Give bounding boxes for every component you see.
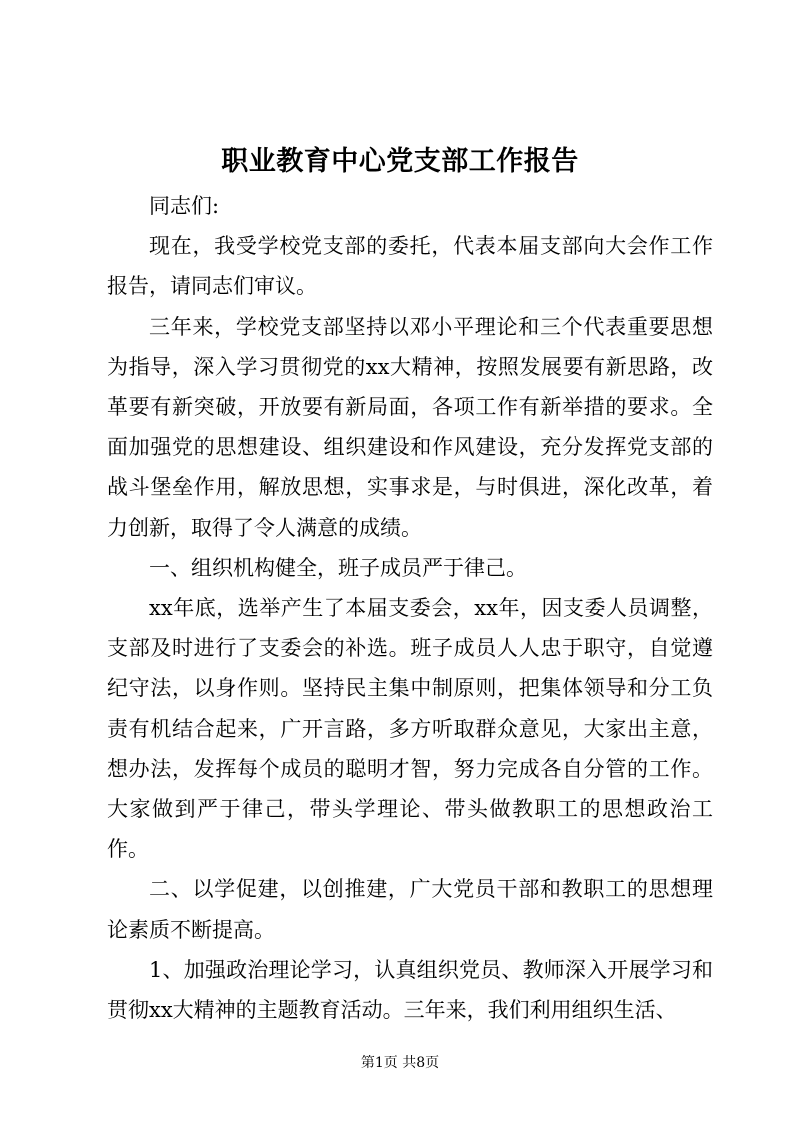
page-number-footer: 第1页 共8页 — [360, 1055, 440, 1071]
section-1-paragraph: xx年底，选举产生了本届支委会，xx年，因支委人员调整，支部及时进行了支委会的补选。班子成员人人忠于职守，自觉遵纪守法，以身作则。坚持民主集中制原则，把集体领导和分工负责有机结合起来，广开言路，多方听取群众意见，大家出主意，想办法，发挥每个成员的聪明才智，努力完成各自分管的工作。大家做到严于律己，带头学理论、带头做教职工的思想政治工作。 — [107, 596, 713, 862]
document-body — [107, 186, 713, 1030]
summary-paragraph: 三年来，学校党支部坚持以邓小平理论和三个代表重要思想为指导，深入学习贯彻党的xx大精神，按照发展要有新思路，改革要有新突破，开放要有新局面，各项工作有新举措的要求。全面加强党的思想建设、组织建设和作风建设，充分发挥党支部的战斗堡垒作用，解放思想，实事求是，与时俱进，深化改革，着力创新，取得了令人满意的成绩。 — [107, 314, 713, 540]
salutation-paragraph: 同志们: — [149, 194, 220, 218]
section-heading-1: 一、组织机构健全，班子成员严于律己。 — [149, 555, 527, 580]
subsection-1-paragraph: 1、加强政治理论学习，认真组织党员、教师深入开展学习和贯彻xx大精神的主题教育活动。三年来，我们利用组织生活、 — [107, 957, 713, 1023]
section-heading-2: 二、以学促建，以创推建，广大党员干部和教职工的思想理论素质不断提高。 — [107, 877, 713, 942]
document-title: 职业教育中心党支部工作报告 — [221, 146, 579, 177]
intro-paragraph: 现在，我受学校党支部的委托，代表本届支部向大会作工作报告，请同志们审议。 — [107, 234, 713, 299]
